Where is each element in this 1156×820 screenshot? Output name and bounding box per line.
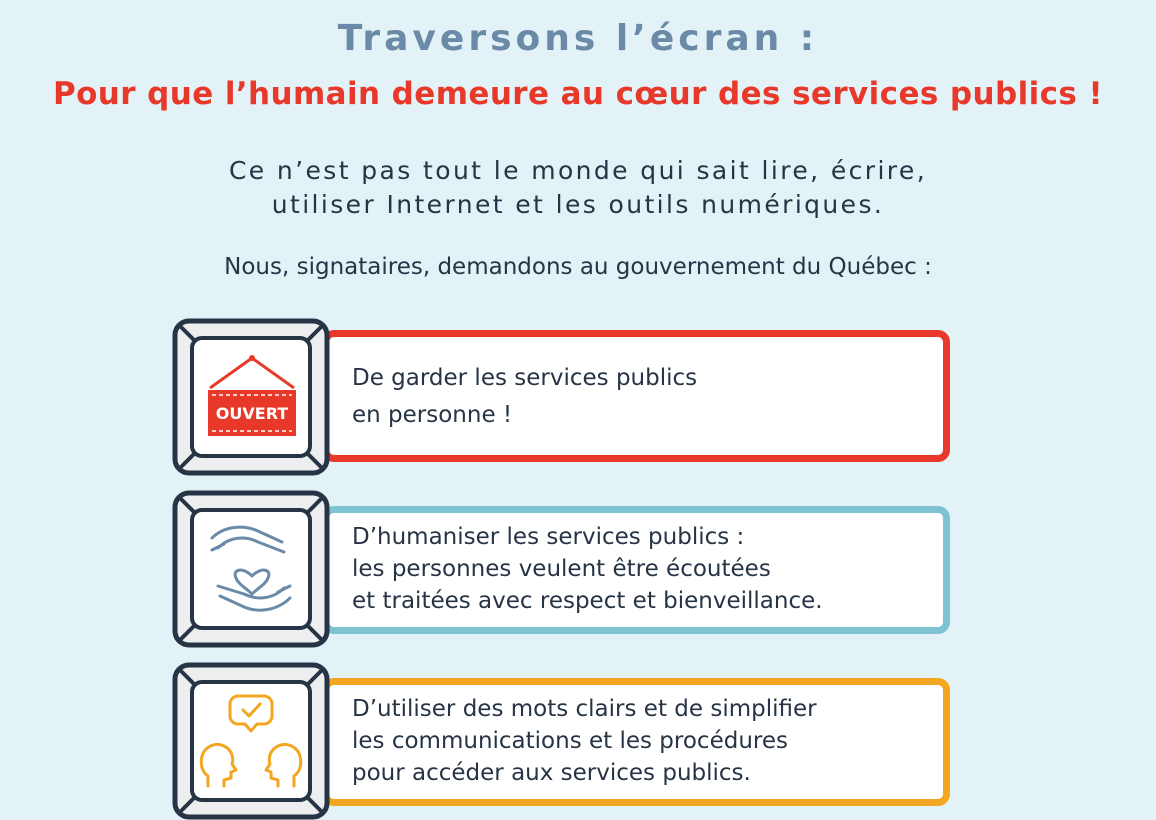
demand-text bbox=[352, 662, 817, 820]
page-subtitle: Pour que l’humain demeure au cœur des services publics ! bbox=[52, 76, 1103, 112]
intro-line: utiliser Internet et les outils numériques. bbox=[271, 190, 885, 219]
page-title: Traversons l’écran : bbox=[337, 18, 819, 59]
keycap bbox=[172, 318, 330, 476]
demand-item-in-person bbox=[172, 318, 962, 476]
demand-line: en personne ! bbox=[352, 402, 513, 428]
demand-item-humanize bbox=[172, 490, 962, 648]
intro-line: Ce n’est pas tout le monde qui sait lire, écrire, bbox=[228, 156, 928, 185]
demand-text bbox=[352, 318, 697, 476]
demand-line: les communications et les procédures bbox=[352, 728, 788, 754]
intro-text bbox=[0, 154, 1156, 222]
demand-line: De garder les services publics bbox=[352, 365, 698, 391]
request-statement: Nous, signataires, demandons au gouvernement du Québec : bbox=[224, 254, 932, 280]
demand-line: D’utiliser des mots clairs et de simplifier bbox=[352, 696, 817, 722]
keycap bbox=[172, 490, 330, 648]
keycap bbox=[172, 662, 330, 820]
demand-line: D’humaniser les services publics : bbox=[352, 524, 745, 550]
open-sign-label: OUVERT bbox=[215, 404, 289, 423]
demand-text bbox=[352, 490, 823, 648]
demand-line: et traitées avec respect et bienveillance. bbox=[352, 588, 823, 614]
demand-line: les personnes veulent être écoutées bbox=[352, 556, 771, 582]
demand-item-clear-words bbox=[172, 662, 962, 820]
demand-line: pour accéder aux services publics. bbox=[352, 760, 751, 786]
